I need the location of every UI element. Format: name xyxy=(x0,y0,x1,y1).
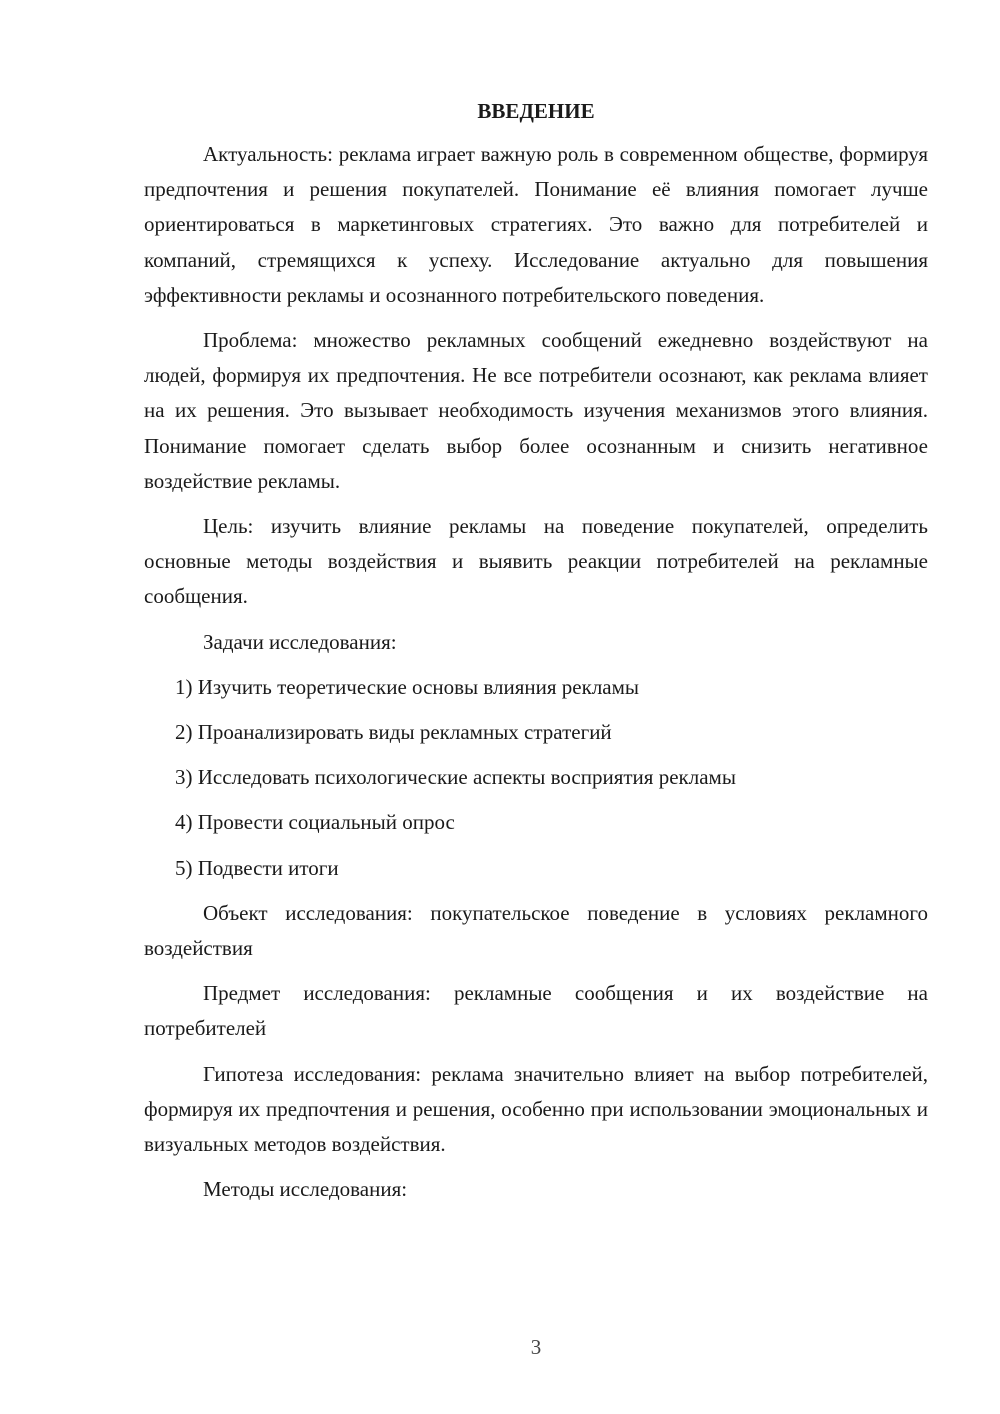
tasks-list xyxy=(144,670,928,886)
page-title: ВВЕДЕНИЕ xyxy=(477,99,595,123)
paragraph-object: Объект исследования: покупательское поведение в условиях рекламного воздействия xyxy=(144,900,928,961)
list-item: 5) Подвести итоги xyxy=(175,855,339,880)
paragraph-tasks-heading: Задачи исследования: xyxy=(203,629,397,654)
paragraph-goal: Цель: изучить влияние рекламы на поведение покупателей, определить основные методы воздействия и выявить реакции потребителей на рекламные сообщения. xyxy=(144,514,928,609)
paragraph-relevance: Актуальность: реклама играет важную роль в современном обществе, формируя предпочтения и решения покупателей. Понимание её влияния помогает лучше ориентироваться в маркетинговых стратегиях. Это важно для потребителей и компаний, стремящихся к успеху. Исследование актуально для повышения эффективности рекламы и осознанного потребительского поведения. xyxy=(144,142,928,307)
paragraph-methods: Методы исследования: xyxy=(203,1177,408,1202)
paragraph-subject: Предмет исследования: рекламные сообщения и их воздействие на потребителей xyxy=(144,981,928,1041)
list-item: 2) Проанализировать виды рекламных стратегий xyxy=(175,720,612,745)
document-body xyxy=(144,94,928,1217)
paragraph-problem: Проблема: множество рекламных сообщений ежедневно воздействуют на людей, формируя их предпочтения. Не все потребители осознают, как реклама влияет на их решения. Это вызывает необходимость изучения механизмов этого влияния. Понимание помогает сделать выбор более осознанным и снизить негативное воздействие рекламы. xyxy=(144,328,928,493)
list-item: 1) Изучить теоретические основы влияния рекламы xyxy=(175,674,640,699)
list-item: 4) Провести социальный опрос xyxy=(175,810,455,835)
page-number: 3 xyxy=(530,1335,542,1359)
paragraph-hypothesis: Гипотеза исследования: реклама значительно влияет на выбор потребителей, формируя их предпочтения и решения, особенно при использовании эмоциональных и визуальных методов воздействия. xyxy=(144,1061,928,1157)
list-item: 3) Исследовать психологические аспекты восприятия рекламы xyxy=(175,765,736,790)
